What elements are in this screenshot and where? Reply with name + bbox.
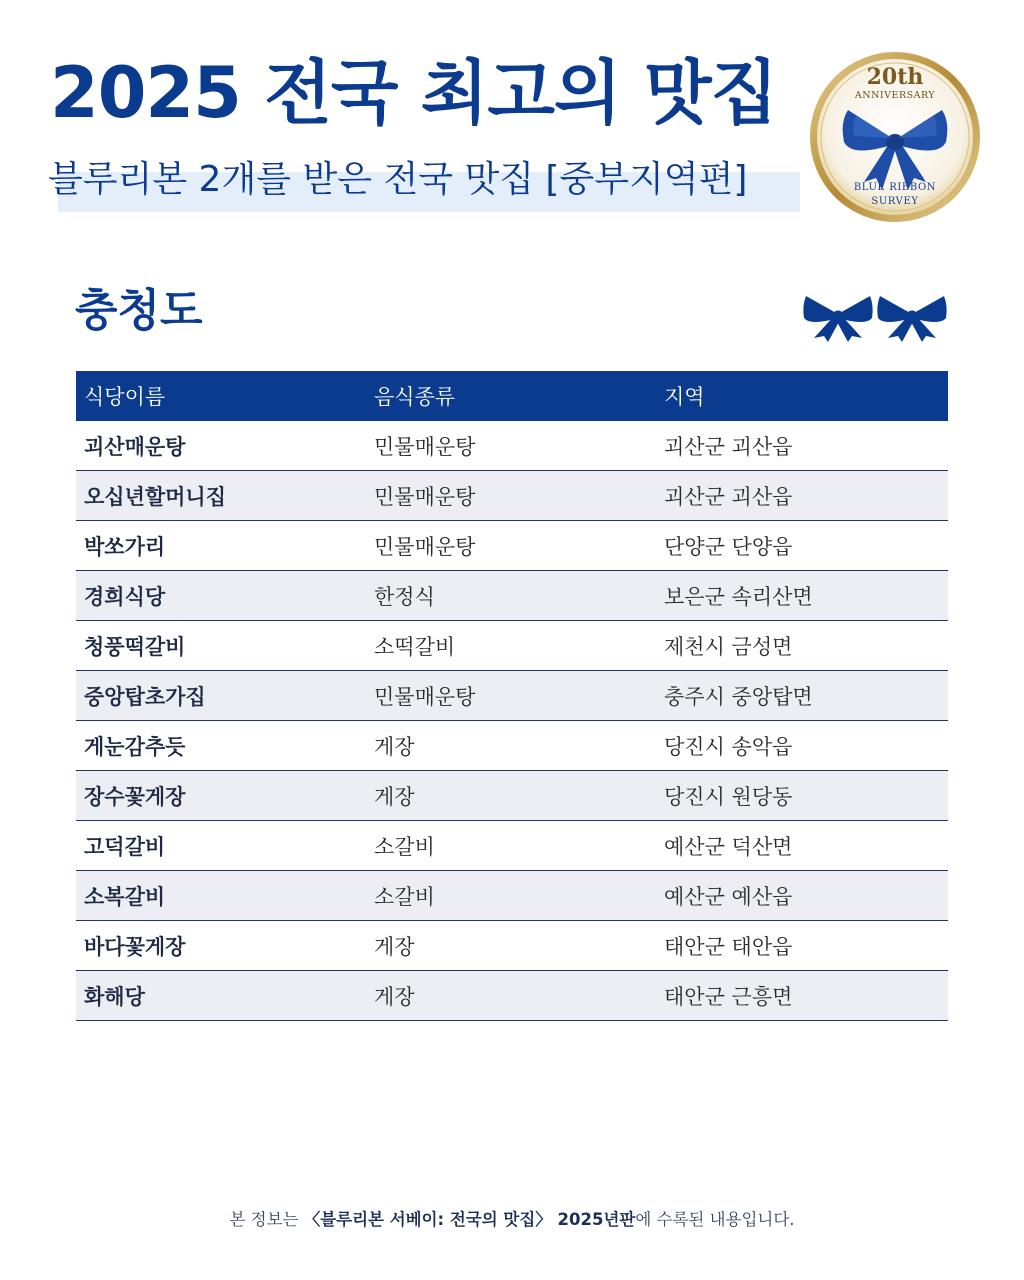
restaurant-name: 박쏘가리	[76, 521, 366, 571]
column-header-cuisine: 음식종류	[374, 385, 456, 409]
table-row	[76, 521, 948, 571]
table-row	[76, 871, 948, 921]
restaurant-name: 경희식당	[76, 571, 366, 621]
anniversary-badge	[808, 50, 982, 224]
section-title: 충청도	[75, 285, 203, 336]
restaurant-name: 장수꽃게장	[76, 771, 366, 821]
subtitle-block	[48, 158, 747, 201]
badge-20th: 20th	[866, 64, 924, 90]
cuisine-type: 민물매운탕	[366, 671, 656, 721]
table-row	[76, 421, 948, 471]
restaurant-name: 청풍떡갈비	[76, 621, 366, 671]
region: 예산군 예산읍	[656, 871, 948, 921]
region: 보은군 속리산면	[656, 571, 948, 621]
table-row	[76, 471, 948, 521]
page-subtitle: 블루리본 2개를 받은 전국 맛집 [중부지역편]	[48, 159, 748, 200]
region: 태안군 태안읍	[656, 921, 948, 971]
column-header-name: 식당이름	[84, 385, 166, 409]
footer-note	[0, 1206, 1024, 1230]
restaurant-table	[76, 371, 948, 1021]
restaurant-name: 소복갈비	[76, 871, 366, 921]
cuisine-type: 게장	[366, 721, 656, 771]
cuisine-type: 민물매운탕	[366, 421, 656, 471]
table-row	[76, 821, 948, 871]
footer-book-title: 〈블루리본 서베이: 전국의 맛집〉 2025년판	[303, 1210, 636, 1229]
table-row	[76, 921, 948, 971]
column-header-region: 지역	[664, 385, 705, 409]
table-row	[76, 621, 948, 671]
footer-prefix: 본 정보는	[229, 1210, 304, 1229]
cuisine-type: 민물매운탕	[366, 521, 656, 571]
cuisine-type: 소갈비	[366, 821, 656, 871]
blue-ribbon-icon	[877, 296, 946, 342]
cuisine-type: 소떡갈비	[366, 621, 656, 671]
table-row	[76, 771, 948, 821]
region: 당진시 원당동	[656, 771, 948, 821]
footer-suffix: 에 수록된 내용입니다.	[635, 1210, 795, 1229]
restaurant-name: 오십년할머니집	[76, 471, 366, 521]
region: 제천시 금성면	[656, 621, 948, 671]
badge-survey: SURVEY	[871, 196, 919, 207]
cuisine-type: 게장	[366, 921, 656, 971]
cuisine-type: 게장	[366, 771, 656, 821]
region: 당진시 송악읍	[656, 721, 948, 771]
restaurant-name: 바다꽃게장	[76, 921, 366, 971]
restaurant-name: 고덕갈비	[76, 821, 366, 871]
badge-anniversary: ANNIVERSARY	[854, 90, 936, 101]
region: 예산군 덕산면	[656, 821, 948, 871]
table-row	[76, 971, 948, 1021]
region: 단양군 단양읍	[656, 521, 948, 571]
restaurant-name: 게눈감추듯	[76, 721, 366, 771]
ribbon-rating	[800, 290, 950, 342]
cuisine-type: 민물매운탕	[366, 471, 656, 521]
region: 충주시 중앙탑면	[656, 671, 948, 721]
table-row	[76, 671, 948, 721]
table-row	[76, 721, 948, 771]
table-row	[76, 571, 948, 621]
region: 태안군 근흥면	[656, 971, 948, 1021]
table-header-row	[76, 371, 948, 421]
cuisine-type: 한정식	[366, 571, 656, 621]
page-title: 2025 전국 최고의 맛집	[50, 52, 778, 134]
badge-blue-ribbon: BLUE RIBBON	[853, 182, 937, 193]
cuisine-type: 소갈비	[366, 871, 656, 921]
cuisine-type: 게장	[366, 971, 656, 1021]
restaurant-name: 중앙탑초가집	[76, 671, 366, 721]
region: 괴산군 괴산읍	[656, 471, 948, 521]
blue-ribbon-icon	[803, 296, 872, 342]
region: 괴산군 괴산읍	[656, 421, 948, 471]
restaurant-name: 화해당	[76, 971, 366, 1021]
restaurant-name: 괴산매운탕	[76, 421, 366, 471]
